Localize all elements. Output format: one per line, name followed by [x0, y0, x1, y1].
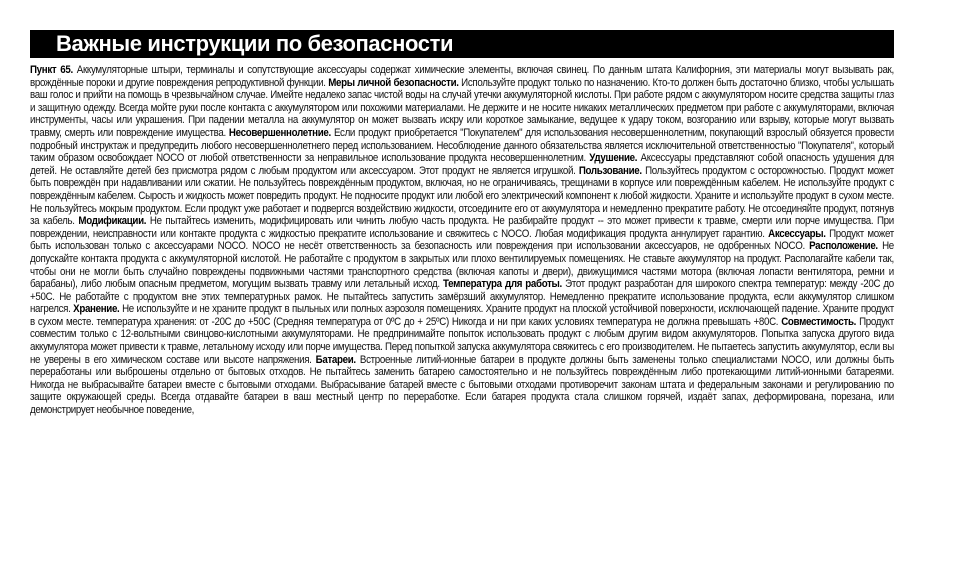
- heading-choking: Удушение.: [589, 152, 638, 165]
- text-personal-safety: Используйте продукт только по назначению. Кто-то должен быть достаточно близко, чтобы услышать ваш голос и прийти на помощь в чрезвычайном случае. Имейте недалеко запас чистой воды на случай утечки аккумуляторной кислоты. При работе рядом с аккумулятором носите средства защиты глаз и защитную одежду. Всегда мойте руки после контакта с аккумулятором или похожими материалами. Не держите и не носите никаких металлических предметом при работе с аккумуляторами, включая инструменты, часы или украшения. При падении металла на аккумулятор он может вызвать искру или короткое замыкание, ведущее к удару током, возгоранию или взрыву, которые могут вызвать травму, смерть или повреждение имущества.: [30, 76, 894, 139]
- text-batteries: Встроенные литий-ионные батареи в продукте должны быть заменены только специалистами NOCO, или должны быть переработаны или выброшены отдельно от бытовых отходов. Не пытайтесь заменить батарею самостоятельно и не пользуйтесь повреждённым либо протекающими литий-ионными батареями. Никогда не выбрасывайте батареи вместе с бытовыми отходами. Выбрасывание батарей вместе с бытовыми отходами противоречит законам штата и федеральным законами и регулированию по защите окружающей среды. Всегда отдавайте батареи в ваш местный центр по переработке. Если батарея продукта стала слишком горячей, издаёт запах, деформирована, порезана, или демонстрирует необычное поведение,: [30, 353, 894, 417]
- text-location: Не допускайте контакта продукта с аккумуляторной кислотой. Не работайте с продуктом в закрытых или плохо вентилируемых помещениях. Не ставьте аккумулятор на продукт. Располагайте кабели так, чтобы они не могли быть случайно повреждены подвижными частями транспортного средства (включая капоты и двери), движущимися частями мотора (включая лопасти вентилятора, ремни и барабаны), либо любым опасным предметом, могущим вызвать травму или летальный исход.: [30, 240, 894, 291]
- text-accessories: Продукт может быть использован только с аксессуарами NOCO. NOCO не несёт ответственность за безопасность или повреждения при использовании аксессуаров, не одобренных NOCO.: [30, 227, 894, 253]
- heading-minors: Несовершеннолетние.: [228, 126, 331, 139]
- text-choking: Аксессуары представляют собой опасность удушения для детей. Не оставляйте детей без присмотра рядом с любым продуктом или аксессуаром. Этот продукт не является игрушкой.: [30, 152, 894, 177]
- heading-batteries: Батареи.: [315, 353, 356, 366]
- text-compatibility: Продукт совместим только с 12-вольтными свинцово-кислотными аккумуляторами. Не предпринимайте попыток использовать продукт с любым другим видом аккумуляторов. Попытка запуска другого вида аккумулятора может привести к травме, летальному исходу или порче имущества. Перед попыткой запуска аккумулятора свяжитесь с его производителем. Не пытаетесь запустить аккумулятор, если вы не уверены в его химическом составе или высоте напряжения.: [30, 315, 894, 366]
- text-minors: Если продукт приобретается "Покупателем" для использования несовершеннолетним, покупающий взрослый обязуется провести подробный инструктаж и предупредить любого несовершеннолетнего перед использованием. Несоблюдение данного обязательства является исключительной ответственностью "Покупателя", который таким образом освобождает NOCO от любой ответственности за неправильное использование продукта несовершеннолетним.: [30, 126, 894, 165]
- heading-item-65: Пункт 65.: [30, 64, 73, 76]
- heading-storage: Хранение.: [73, 303, 120, 316]
- heading-compatibility: Совместимость.: [781, 315, 857, 328]
- heading-usage: Пользование.: [578, 164, 642, 177]
- text-usage: Пользуйтесь продуктом с осторожностью. Продукт может быть повреждён при надавливании или сжатии. Не пользуйтесь повреждённым продуктом, включая, но не ограничиваясь, трещинами в корпусе или повреждённым кабелем. Не используйте продукт с повреждённым кабелем. Сырость и жидкость может повредить продукт. Не подносите продукт или любой его электрический компонент к любой жидкости. Храните и используйте продукт в сухом месте. Не пользуйтесь мокрым продуктом. Если продукт уже работает и подвергся воздействию жидкости, отсоедините его от аккумулятора и немедленно прекратите работу. Не отсоединяйте продукт, потянув за кабель.: [30, 164, 894, 228]
- heading-location: Расположение.: [809, 240, 878, 253]
- section-title-banner: [30, 30, 894, 58]
- instructions-paragraph: [30, 64, 894, 417]
- text-storage: Не используйте и не храните продукт в пыльных или полных аэрозоля помещениях. Храните продукт на плоской устойчивой поверхности, исключающей падение. Храните продукт в сухом месте. температура хранения: от -20C до +50C (Средняя температура от 0ºC до + 25ºC) Никогда и ни при каких условиях температура не должна превышать +80C.: [30, 303, 894, 328]
- heading-accessories: Аксессуары.: [768, 227, 826, 240]
- text-item-65: Аккумуляторные штыри, терминалы и сопутствующие аксессуары содержат химические элементы, включая свинец. По данным штата Калифорния, эти материалы могут вызывать рак, врождённые пороки и другие повреждения репродуктивной функции.: [30, 64, 894, 89]
- heading-modifications: Модификации.: [78, 215, 147, 228]
- safety-instructions-body: [30, 64, 894, 417]
- text-modifications: Не пытайтесь изменить, модифицировать или чинить любую часть продукта. Не разбирайте продукт -- это может привести к травме, смерти или порче имущества. При повреждении, неисправности или контакте продукта с жидкостью прекратите использование и свяжитесь с NOCO. Любая модификация продукта аннулирует гарантию.: [30, 215, 894, 240]
- page-title: Важные инструкции по безопасности: [56, 31, 454, 56]
- heading-operating-temperature: Температура для работы.: [442, 278, 562, 291]
- heading-personal-safety: Меры личной безопасности.: [328, 76, 459, 89]
- text-operating-temperature: Этот продукт разработан для широкого спектра температур: между -20C до +50C. Не работайте с продуктом вне этих температурных рамок. Не пытайтесь запустить замёрзший аккумулятор. Немедленно прекратите использование продукта, если аккумулятор слишком нагрелся.: [30, 278, 894, 316]
